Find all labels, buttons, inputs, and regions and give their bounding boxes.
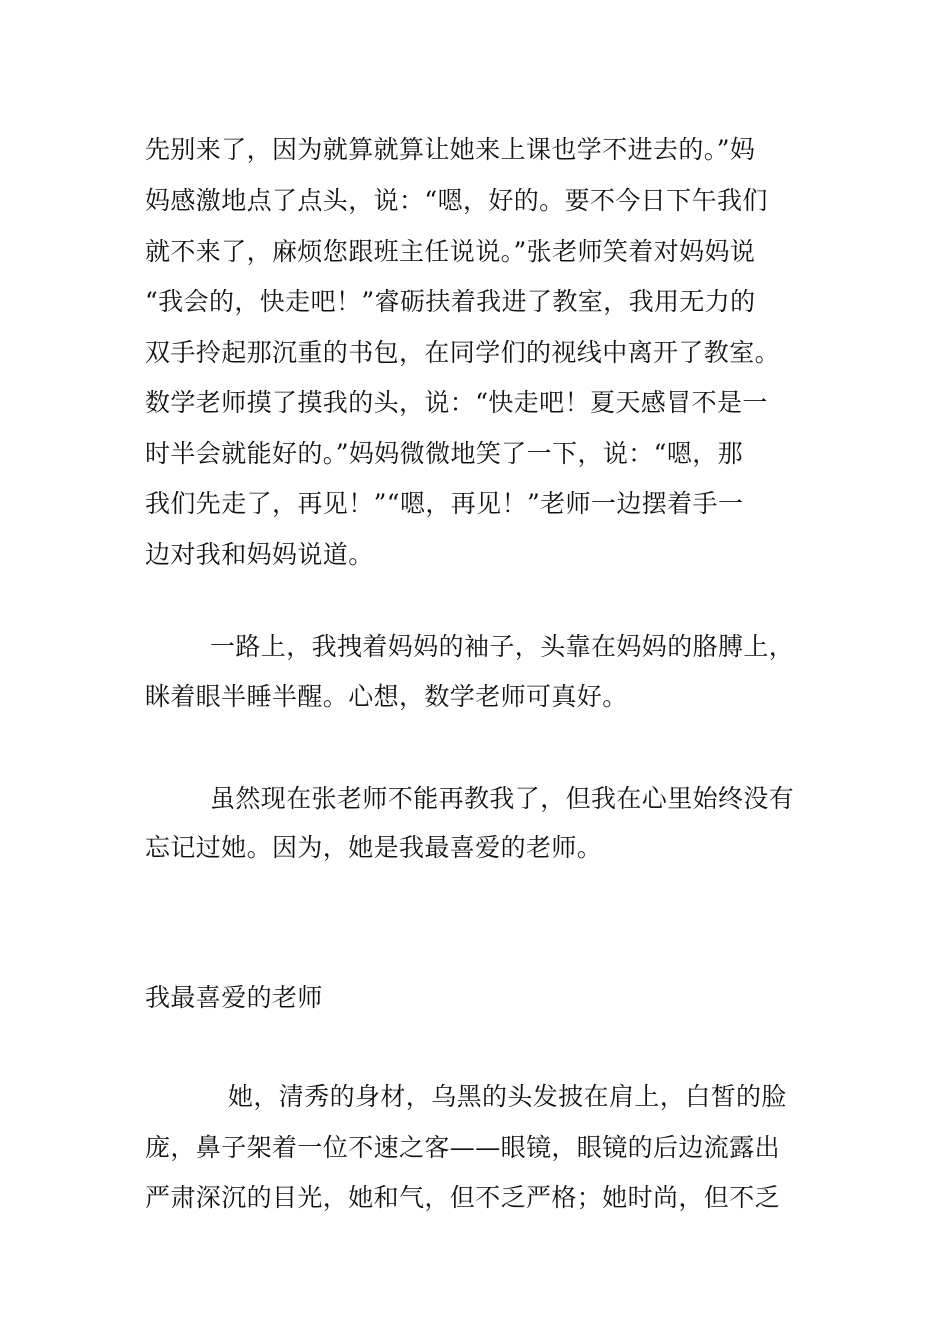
paragraph-2-line-2: 眯着眼半睡半醒。心想，数学老师可真好。 bbox=[145, 682, 628, 711]
paragraph-1-line-7: 时半会就能好的。”妈妈微微地笑了一下，说：“嗯，那 bbox=[145, 439, 744, 468]
paragraph-3-line-2: 忘记过她。因为，她是我最喜爱的老师。 bbox=[145, 833, 603, 862]
paragraph-1-line-9: 边对我和妈妈说道。 bbox=[145, 540, 374, 569]
paragraph-1-line-1: 先别来了，因为就算就算让她来上课也学不进去的。”妈 bbox=[145, 135, 756, 164]
paragraph-1-line-5: 双手拎起那沉重的书包，在同学们的视线中离开了教室。 bbox=[145, 338, 781, 367]
paragraph-1-line-6: 数学老师摸了摸我的头，说：“快走吧！夏天感冒不是一 bbox=[145, 388, 768, 417]
paragraph-4-line-1: 她，清秀的身材，乌黑的头发披在肩上，白皙的脸 bbox=[228, 1082, 787, 1111]
paragraph-4-line-3: 严肃深沉的目光，她和气，但不乏严格；她时尚，但不乏 bbox=[145, 1183, 781, 1212]
paragraph-1-line-8: 我们先走了，再见！”“嗯，再见！”老师一边摆着手一 bbox=[145, 489, 744, 518]
paragraph-2-line-1: 一路上，我拽着妈妈的袖子，头靠在妈妈的胳膊上， bbox=[210, 632, 795, 661]
paragraph-1-line-2: 妈感激地点了点头，说：“嗯，好的。要不今日下午我们 bbox=[145, 186, 768, 215]
paragraph-4-line-2: 庞，鼻子架着一位不速之客——眼镜，眼镜的后边流露出 bbox=[145, 1133, 781, 1162]
essay-title: 我最喜爱的老师 bbox=[145, 983, 323, 1012]
paragraph-1-line-3: 就不来了，麻烦您跟班主任说说。”张老师笑着对妈妈说 bbox=[145, 237, 756, 266]
paragraph-3-line-1: 虽然现在张老师不能再教我了，但我在心里始终没有 bbox=[210, 784, 795, 813]
paragraph-1-line-4: “我会的，快走吧！”睿砺扶着我进了教室，我用无力的 bbox=[145, 287, 756, 316]
